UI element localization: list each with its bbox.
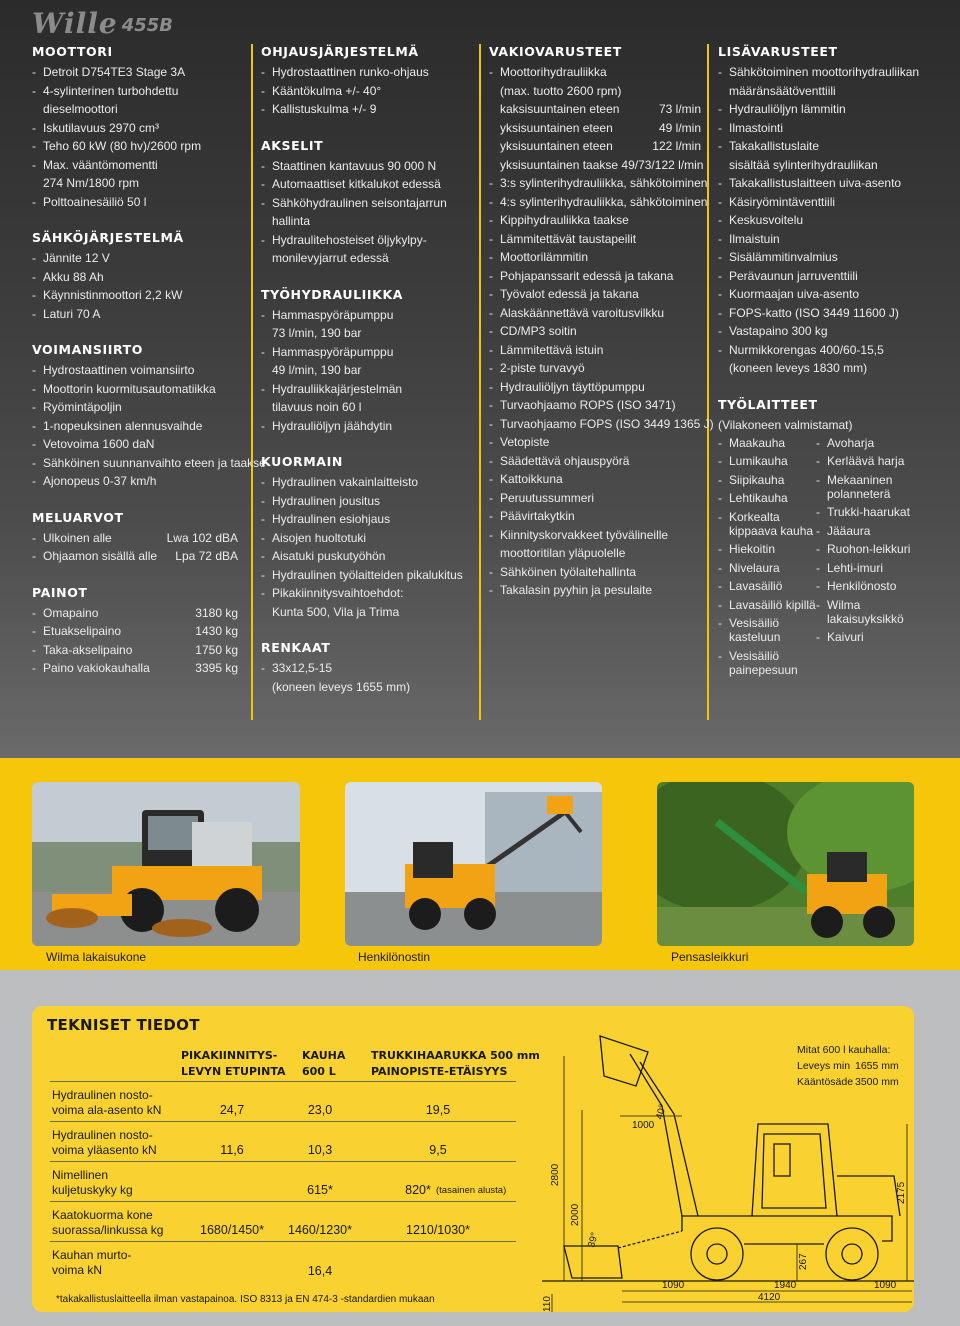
section-title: VOIMANSIIRTO <box>32 342 144 357</box>
spec-item: - Takalasin pyyhin ja pesulaite <box>489 581 701 600</box>
spec-item: - Moottorin kuormitusautomatiikka <box>32 380 238 399</box>
spec-item: - Hydrostaattinen runko-ohjaus <box>261 63 469 82</box>
table-cell: 24,7 <box>219 1103 245 1117</box>
tool-item: - Vesisäiliö kasteluun <box>718 616 816 644</box>
tool-item: - Maakauha <box>718 436 816 450</box>
dim-label: 40° <box>654 1103 669 1121</box>
spec-item: - Hydrauliöljyn jäähdytin <box>261 417 469 436</box>
row-divider <box>50 1081 516 1082</box>
tool-item: - Siipikauha <box>718 473 816 487</box>
spec-item: 274 Nm/1800 rpm <box>43 176 140 190</box>
dim-label: 267 <box>798 1253 809 1270</box>
spec-item: - Kääntökulma +/- 40° <box>261 82 469 101</box>
table-cell: 615* <box>307 1183 333 1197</box>
spec-item: - Vastapaino 300 kg <box>718 322 930 341</box>
spec-item: sisältää sylinterihydrauliikan <box>729 157 878 172</box>
row-label: Kauhan murto- voima kN <box>52 1248 132 1277</box>
spec-item: - 3:s sylinterihydrauliikka, sähkötoiminen <box>489 174 701 193</box>
spec-column-1 <box>32 44 266 697</box>
tool-item: - Wilma lakaisuyksikkö <box>816 598 914 626</box>
section-title: TYÖLAITTEET <box>718 396 818 412</box>
spec-item: - Alaskäännettävä varoitusvilkku <box>489 304 701 323</box>
row-label: Nimellinen kuljetuskyky kg <box>52 1168 133 1197</box>
spec-item: yksisuuntainen taakse 49/73/122 l/min <box>500 157 704 172</box>
spec-item: - Hydraulinen työlaitteiden pikalukitus <box>261 566 469 585</box>
tech-panel <box>32 1006 914 1312</box>
tool-item: - Lehti-imuri <box>816 561 914 575</box>
spec-item: - Vetovoima 1600 daN <box>32 435 238 454</box>
spec-item: - Taka-akselipaino 1750 kg <box>32 641 238 660</box>
section-tyres <box>261 640 469 696</box>
spec-item: - Perävaunun jarruventtiili <box>718 267 930 286</box>
spec-column-4 <box>718 44 930 700</box>
brand-logo <box>32 8 173 38</box>
table-cell: 23,0 <box>307 1103 333 1117</box>
row-divider <box>50 1241 516 1242</box>
spec-item: 49 l/min, 190 bar <box>272 363 362 377</box>
spec-item: - FOPS-katto (ISO 3449 11600 J) <box>718 304 930 323</box>
spec-item: - Moottorihydrauliikka <box>489 63 701 82</box>
spec-item: - Kattoikkuna <box>489 470 701 489</box>
section-title: LISÄVARUSTEET <box>718 44 838 59</box>
dim-label: 39° <box>586 1231 601 1249</box>
table-cell: 10,3 <box>307 1143 333 1157</box>
section-drive <box>32 342 266 491</box>
spec-item: Kunta 500, Vila ja Trima <box>272 604 400 619</box>
spec-item: - Ulkoinen alle Lwa 102 dBA <box>32 529 238 548</box>
spec-item: - Kippihydrauliikka taakse <box>489 211 701 230</box>
spec-item: - Hammaspyöräpumppu <box>261 306 469 325</box>
tool-item: - Ruohon-leikkuri <box>816 542 914 556</box>
dim-label: 2800 <box>550 1163 561 1186</box>
spec-item: - Automaattiset kitkalukot edessä <box>261 175 469 194</box>
photo-caption: Pensasleikkuri <box>671 950 749 964</box>
row-label: Kaatokuorma kone suorassa/linkussa kg <box>52 1208 164 1237</box>
tool-item: - Trukki-haarukat <box>816 505 914 519</box>
spec-item: 73 l/min, 190 bar <box>272 326 362 340</box>
spec-item: - Päävirtakytkin <box>489 507 701 526</box>
photo-band <box>0 758 960 970</box>
photo-sweeper <box>32 782 300 946</box>
section-electrical <box>32 230 238 323</box>
spec-item: - Ajonopeus 0-37 km/h <box>32 472 238 491</box>
row-label: Hydraulinen nosto- voima yläasento kN <box>52 1128 157 1157</box>
section-title: MOOTTORI <box>32 44 113 59</box>
spec-item: (koneen leveys 1655 mm) <box>272 679 411 694</box>
section-extra-equipment <box>718 44 930 378</box>
spec-item: (max. tuotto 2600 rpm) <box>500 83 622 98</box>
row-label: Hydraulinen nosto- voima ala-asento kN <box>52 1088 162 1117</box>
spec-item: - Sähköhydraulinen seisontajarrun <box>261 194 469 213</box>
dim-label: 2000 <box>570 1203 581 1226</box>
spec-item: - Sisälämmitinvalmius <box>718 248 930 267</box>
spec-item: - Käsiryömintäventtiili <box>718 193 930 212</box>
column-divider <box>707 44 709 720</box>
section-engine <box>32 44 238 211</box>
tool-item: - Lehtikauha <box>718 491 816 505</box>
tech-title: TEKNISET TIEDOT <box>47 1016 200 1034</box>
section-title: RENKAAT <box>261 640 331 655</box>
spec-item: - Pohjapanssarit edessä ja takana <box>489 267 701 286</box>
spec-item: - Staattinen kantavuus 90 000 N <box>261 157 469 176</box>
spec-item: - Ohjaamon sisällä alle Lpa 72 dBA <box>32 547 238 566</box>
section-title: KUORMAIN <box>261 454 343 469</box>
tool-item: - Nivelaura <box>718 561 816 575</box>
spec-item: - CD/MP3 soitin <box>489 322 701 341</box>
row-divider <box>50 1161 516 1162</box>
spec-item: - Akku 88 Ah <box>32 268 238 287</box>
row-divider <box>50 1201 516 1202</box>
spec-item: - Hydrauliöljyn lämmitin <box>718 100 930 119</box>
spec-item: - Lämmitettävä istuin <box>489 341 701 360</box>
spec-item: - 2-piste turvavyö <box>489 359 701 378</box>
spec-column-3 <box>489 44 714 619</box>
spec-item: - Max. vääntömomentti <box>32 156 238 175</box>
table-cell: 1210/1030* <box>406 1223 470 1237</box>
tool-item: - Korkealta kippaava kauha <box>718 510 816 538</box>
table-cell: 1460/1230* <box>288 1223 352 1237</box>
tool-item: - Lavasäiliö <box>718 579 816 593</box>
spec-item: - Takakallistuslaite <box>718 137 930 156</box>
spec-item: - Nurmikkorengas 400/60-15,5 <box>718 341 930 360</box>
tool-item: - Vesisäiliö painepesuun <box>718 649 816 677</box>
dim-label: 1090 <box>874 1280 897 1291</box>
spec-item: - Polttoainesäiliö 50 l <box>32 193 238 212</box>
tool-item: - Kaivuri <box>816 630 914 644</box>
spec-item: määränsäätöventtiili <box>729 83 836 98</box>
spec-item: - Moottorilämmitin <box>489 248 701 267</box>
section-subtitle: (Vilakoneen valmistamat) <box>718 417 853 432</box>
spec-item: - Omapaino 3180 kg <box>32 604 238 623</box>
spec-item: - Jännite 12 V <box>32 249 238 268</box>
spec-item: - Lämmitettävät taustapeilit <box>489 230 701 249</box>
section-work-hydraulics <box>261 287 469 436</box>
spec-item: - Takakallistuslaitteen uiva-asento <box>718 174 930 193</box>
spec-item: - Hydraulitehosteiset öljykylpy- <box>261 231 469 250</box>
spec-item: - Iskutilavuus 2970 cm³ <box>32 119 238 138</box>
tool-item: - Mekaaninen polanneterä <box>816 473 914 501</box>
dim-label: 1090 <box>662 1280 685 1291</box>
section-title: MELUARVOT <box>32 509 124 525</box>
section-loader <box>261 454 469 621</box>
section-title: TYÖHYDRAULIIKKA <box>261 286 404 302</box>
spec-item: - Sähköinen suunnanvaihto eteen ja taakse <box>32 454 238 473</box>
table-cell: 1680/1450* <box>200 1223 264 1237</box>
dim-label: 4120 <box>758 1292 781 1303</box>
spec-item: - 4:s sylinterihydrauliikka, sähkötoiminen <box>489 193 701 212</box>
row-divider <box>50 1121 516 1122</box>
spec-item: monilevyjarrut edessä <box>272 251 389 265</box>
section-noise <box>32 510 238 566</box>
photo-caption: Wilma lakaisukone <box>46 950 147 964</box>
spec-item: tilavuus noin 60 l <box>272 400 362 414</box>
table-cell: 11,6 <box>220 1143 244 1157</box>
spec-item: - Vetopiste <box>489 433 701 452</box>
section-tools <box>718 397 930 682</box>
spec-item: - Kuormaajan uiva-asento <box>718 285 930 304</box>
spec-item: hallinta <box>272 214 311 228</box>
spec-item: - 4-sylinterinen turbohdettu <box>32 82 238 101</box>
spec-item: - Turvaohjaamo ROPS (ISO 3471) <box>489 396 701 415</box>
table-cell: 9,5 <box>429 1143 447 1157</box>
spec-item: - Ilmaistuin <box>718 230 930 249</box>
logo-wordmark: Wille <box>32 7 118 40</box>
dimensions-note: Mitat 600 l kauhalla: Leveys min 1655 mm Kääntösäde 3500 mm <box>797 1044 899 1088</box>
spec-item: - Pikakiinnitysvaihtoehdot: <box>261 584 469 603</box>
spec-item: dieselmoottori <box>43 102 118 116</box>
spec-item: - Hydraulinen esiohjaus <box>261 510 469 529</box>
spec-item: - Ryömintäpoljin <box>32 398 238 417</box>
spec-item: - Keskusvoitelu <box>718 211 930 230</box>
spec-item: - Käynnistinmoottori 2,2 kW <box>32 286 238 305</box>
spec-item: - Peruutussummeri <box>489 489 701 508</box>
tech-area <box>0 970 960 1326</box>
spec-item: - Hydrostaattinen voimansiirto <box>32 361 238 380</box>
table-cell: 16,4 <box>307 1264 333 1278</box>
column-divider <box>479 44 481 720</box>
section-title: OHJAUSJÄRJESTELMÄ <box>261 44 419 59</box>
photo-hedge-cutter <box>657 782 914 946</box>
section-weights <box>32 585 238 678</box>
table-cell: 820* <box>405 1183 431 1197</box>
section-standard-equipment <box>489 44 714 600</box>
photo-caption: Henkilönostin <box>358 950 431 964</box>
spec-item: moottoritilan yläpuolelle <box>500 546 626 560</box>
spec-item: - Työvalot edessä ja takana <box>489 285 701 304</box>
spec-item: - Kiinnityskorvakkeet työvälineille <box>489 526 701 545</box>
spec-item: (koneen leveys 1830 mm) <box>729 361 868 375</box>
tool-item: - Kerläävä harja <box>816 454 914 468</box>
spec-item: yksisuuntainen eteen 49 l/min <box>500 120 701 135</box>
column-divider <box>251 44 253 720</box>
section-title: SÄHKÖJÄRJESTELMÄ <box>32 230 184 245</box>
spec-item: - Laturi 70 A <box>32 305 238 324</box>
dim-label: 110 <box>542 1296 553 1312</box>
spec-item: yksisuuntainen eteen 122 l/min <box>500 139 701 153</box>
tool-item: - Henkilönosto <box>816 579 914 593</box>
spec-item: - 33x12,5-15 <box>261 659 469 678</box>
spec-item: - 1-nopeuksinen alennusvaihde <box>32 417 238 436</box>
spec-item: - Paino vakiokauhalla 3395 kg <box>32 659 238 678</box>
section-axles <box>261 138 469 268</box>
spec-item: - Hammaspyöräpumppu <box>261 343 469 362</box>
photo-lift <box>345 782 602 946</box>
dim-label: 1000 <box>632 1120 655 1131</box>
footnote: *takakallistuslaitteella ilman vastapainoa. ISO 8313 ja EN 474-3 -standardien mukaan <box>56 1294 435 1305</box>
tool-item: - Hiekoitin <box>718 542 816 556</box>
spec-item: - Sähköinen työlaitehallinta <box>489 563 701 582</box>
spec-item: - Hydraulinen jousitus <box>261 492 469 511</box>
spec-item: kaksisuuntainen eteen 73 l/min <box>500 102 701 116</box>
logo-model: 455B <box>121 15 173 36</box>
column-header: KAUHA 600 L <box>302 1049 346 1078</box>
column-header: PIKAKIINNITYS- LEVYN ETUPINTA <box>181 1049 286 1078</box>
spec-column-2 <box>261 44 469 715</box>
tool-item: - Lumikauha <box>718 454 816 468</box>
section-steering <box>261 44 469 119</box>
tool-item: - Jääaura <box>816 524 914 538</box>
table-cell: 19,5 <box>425 1103 451 1117</box>
spec-item: - Hydraulinen vakainlaitteisto <box>261 473 469 492</box>
spec-item: - Hydrauliikkajärjestelmän <box>261 380 469 399</box>
spec-item: - Sähkötoiminen moottorihydrauliikan <box>718 63 930 82</box>
spec-item: - Ilmastointi <box>718 119 930 138</box>
spec-item: - Säädettävä ohjauspyörä <box>489 452 701 471</box>
spec-item: - Aisatuki puskutyöhön <box>261 547 469 566</box>
dim-label: 1940 <box>774 1280 797 1291</box>
section-title: PAINOT <box>32 584 88 600</box>
section-title: VAKIOVARUSTEET <box>489 44 622 59</box>
spec-item: - Detroit D754TE3 Stage 3A <box>32 63 238 82</box>
tool-item: - Avoharja <box>816 436 914 450</box>
spec-item: - Kallistuskulma +/- 9 <box>261 100 469 119</box>
spec-item: - Turvaohjaamo FOPS (ISO 3449 1365 J) <box>489 415 701 434</box>
table-cell-note: (tasainen alusta) <box>436 1185 507 1196</box>
spec-item: - Aisojen huoltotuki <box>261 529 469 548</box>
section-title: AKSELIT <box>261 137 324 153</box>
column-header: TRUKKIHAARUKKA 500 mm PAINOPISTE-ETÄISYYS <box>371 1049 540 1078</box>
tool-item: - Lavasäiliö kipillä <box>718 598 816 612</box>
spec-item: - Hydrauliöljyn täyttöpumppu <box>489 378 701 397</box>
dim-label: 2175 <box>896 1181 907 1204</box>
spec-item: - Etuakselipaino 1430 kg <box>32 622 238 641</box>
spec-item: - Teho 60 kW (80 hv)/2600 rpm <box>32 137 238 156</box>
